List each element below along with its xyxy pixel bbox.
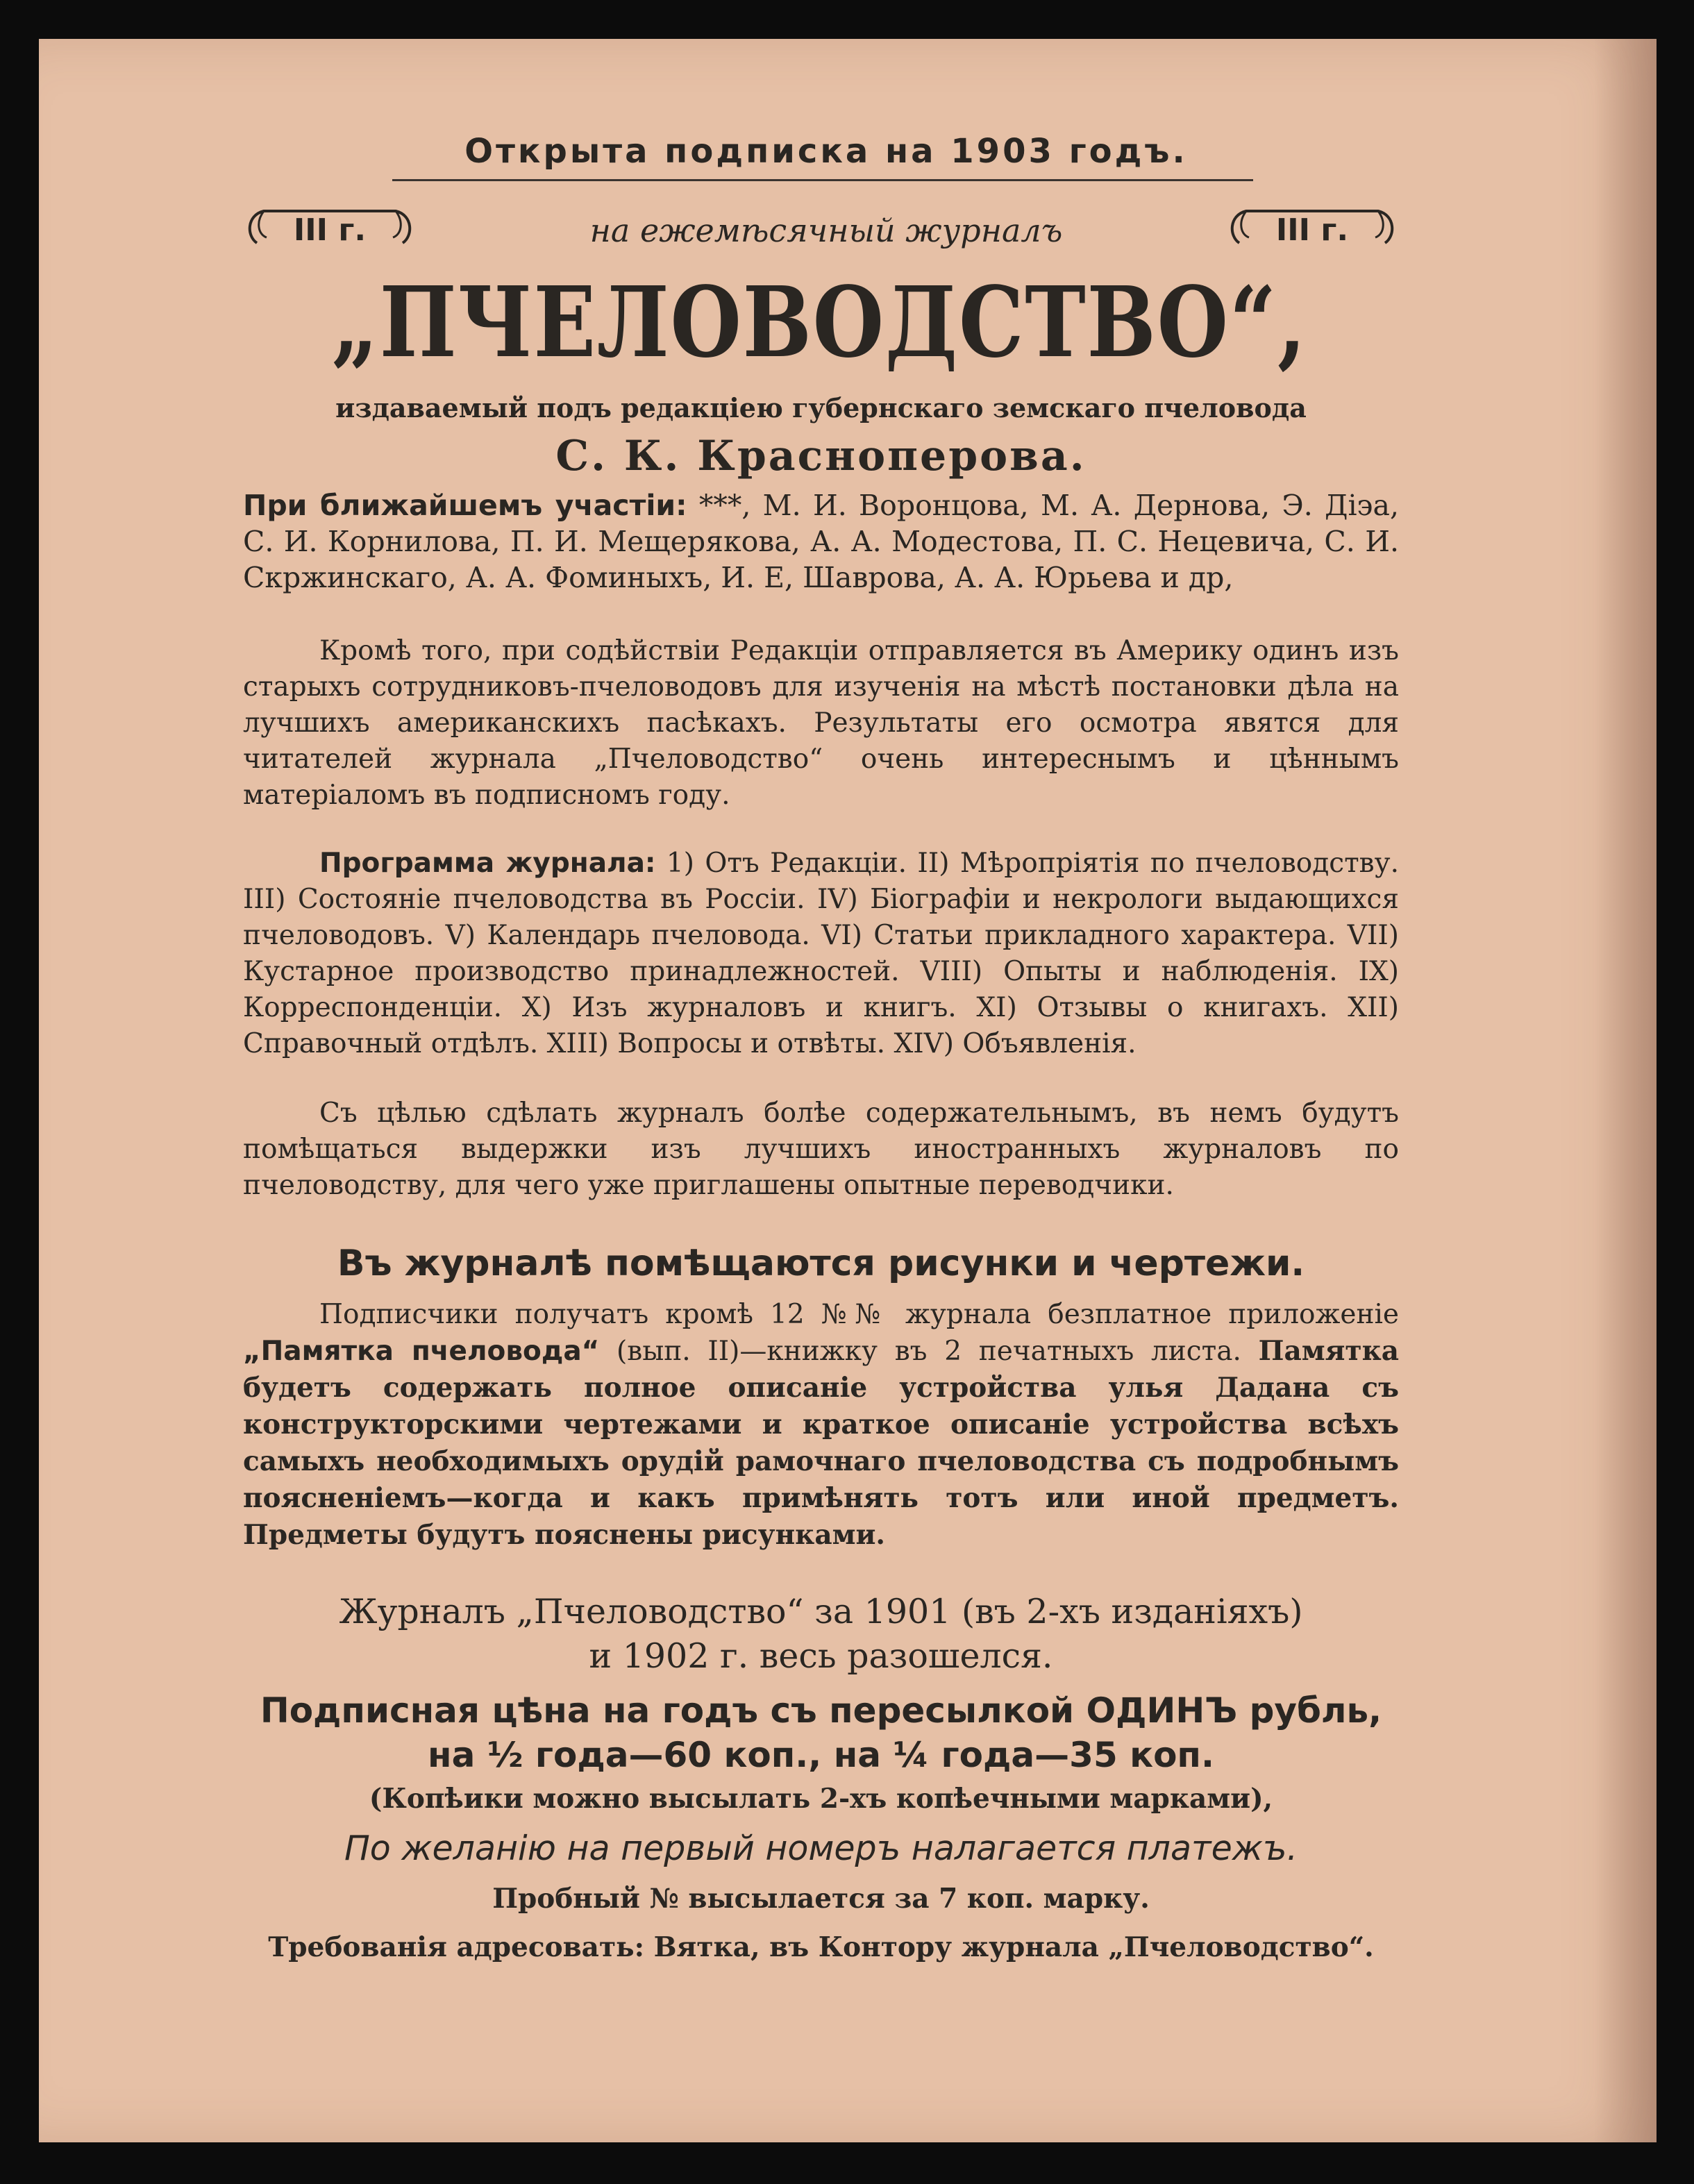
- supplement-text-1: Подписчики получатъ кромѣ 12 №№ журнала безплатное приложеніе: [319, 1299, 1399, 1330]
- editions-line-1: Журналъ „Пчеловодство“ за 1901 (въ 2-хъ изданіяхъ): [339, 1592, 1303, 1631]
- program-lead: Программа журнала:: [319, 848, 656, 879]
- order-address: Требованія адресовать: Вятка, въ Контору журнала „Пчеловодство“.: [268, 1931, 1374, 1963]
- year-badge-left: [243, 201, 417, 257]
- year-badge-left-label: III г.: [293, 212, 367, 248]
- headline-rule: [392, 179, 1253, 181]
- participants-lead: При ближайшемъ участіи:: [243, 489, 687, 522]
- cash-on-delivery-note: По желанію на первый номеръ налагается платежъ.: [344, 1829, 1298, 1868]
- america-paragraph: Кромѣ того, при содѣйствіи Редакціи отправляется въ Америку одинъ изъ старыхъ сотрудниковъ-пчеловодовъ для изученія на мѣстѣ постановки дѣла на лучшихъ американскихъ пасѣкахъ. Результаты его осмотра явятся для читателей журнала „Пчеловодство“ очень интереснымъ и цѣннымъ матеріаломъ въ подписномъ году.: [243, 635, 1399, 811]
- editions-line-2: и 1902 г. весь разошелся.: [589, 1636, 1053, 1676]
- year-badge-right-label: III г.: [1275, 212, 1349, 248]
- illustrations-heading: Въ журналѣ помѣщаются рисунки и чертежи.: [337, 1243, 1305, 1284]
- kopecks-note: (Копѣики можно высылать 2-хъ копѣечными марками),: [369, 1783, 1273, 1815]
- participants-paragraph: [243, 487, 1399, 596]
- editor-line: издаваемый подъ редакціею губернскаго земскаго пчеловода: [335, 392, 1307, 423]
- price-line-2: на ½ года—60 коп., на ¼ года—35 коп.: [428, 1735, 1214, 1775]
- price-line-1: Подписная цѣна на годъ съ пересылкой ОДИНЪ рубль,: [260, 1690, 1382, 1731]
- supplement-paragraph: [243, 1297, 1399, 1554]
- year-badge-right: [1225, 201, 1399, 257]
- journal-title: „ПЧЕЛОВОДСТВО“,: [331, 266, 1307, 380]
- program-paragraph: [243, 846, 1399, 1062]
- supplement-text-2: (вып. II)—книжку въ 2 печатныхъ листа.: [599, 1336, 1259, 1367]
- program-text: 1) Отъ Редакціи. II) Мѣропріятія по пчеловодству. III) Состояніе пчеловодства въ Россіи. IV) Біографіи и некрологи выдающихся пчеловодовъ. V) Календарь пчеловода. VI) Статьи прикладного характера. VII) Кустарное производство принадлежностей. VIII) Опыты и наблюденія. IX) Корреспонденціи. X) Изъ журналовъ и книгъ. XI) Отзывы о книгахъ. XII) Справочный отдѣлъ. XIII) Вопросы и отвѣты. XIV) Объявленія.: [243, 848, 1399, 1059]
- supplement-text-3: Памятка будетъ содержать полное описаніе устройства улья Дадана съ конструкторскими чертежами и краткое описаніе устройства всѣхъ самыхъ необходимыхъ орудій рамочнаго пчеловодства съ подробнымъ поясненіемъ—когда и какъ примѣнять тотъ или иной предметъ. Предметы будутъ пояснены рисунками.: [243, 1335, 1399, 1551]
- editor-name: С. К. Краснoперова.: [555, 432, 1087, 480]
- page-edge-shadow: [1594, 39, 1657, 2142]
- editions-note: [243, 1590, 1399, 1679]
- translations-paragraph: Съ цѣлью сдѣлать журналъ болѣе содержательнымъ, въ немъ будутъ помѣщаться выдержки изъ лучшихъ иностранныхъ журналовъ по пчеловодству, для чего уже приглашены опытные переводчики.: [243, 1098, 1399, 1201]
- sample-issue-note: Пробный № высылается за 7 коп. марку.: [492, 1883, 1150, 1915]
- subscription-price: [243, 1688, 1399, 1777]
- supplement-booklet-title: „Памятка пчеловода“: [243, 1336, 600, 1367]
- subscription-headline: Открыта подписка на 1903 годъ.: [464, 132, 1188, 171]
- participants-names: ***, М. И. Воронцова, М. А. Дернова, Э. Діэа, С. И. Корнилова, П. И. Мещерякова, А. А. Модестова, П. С. Нецевича, С. И. Скржинскаго, А. А. Фоминыхъ, И. Е, Шаврова, А. А. Юрьева и др,: [243, 489, 1399, 594]
- journal-type-line: на ежемѣсячный журналъ: [589, 212, 1063, 249]
